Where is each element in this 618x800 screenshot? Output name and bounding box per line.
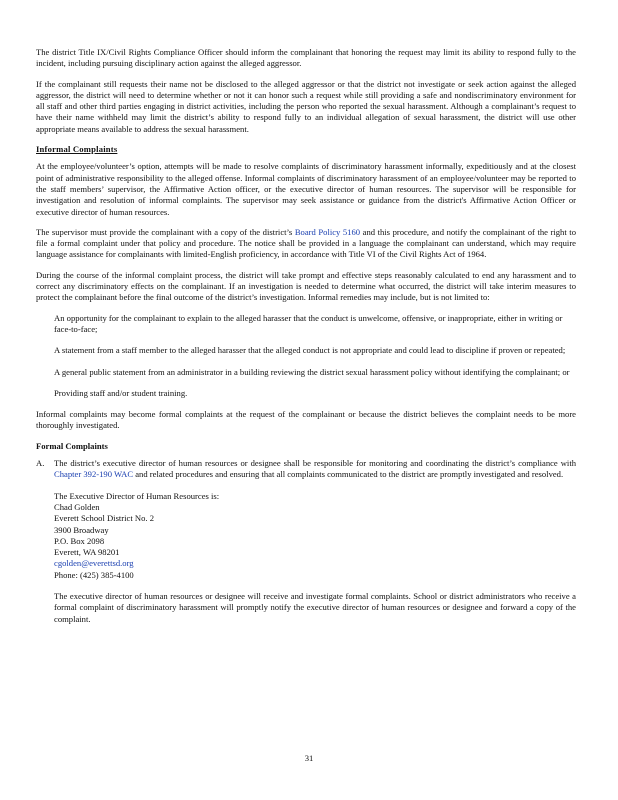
board-policy-link[interactable]: Board Policy 5160	[294, 226, 361, 237]
contact-po-box: P.O. Box 2098	[54, 535, 105, 546]
address-intro: The Executive Director of Human Resources is:	[54, 490, 220, 501]
contact-phone: Phone: (425) 385-4100	[54, 569, 134, 580]
contact-address-block	[54, 491, 576, 581]
page-content	[36, 47, 576, 634]
list-item-text: A general public statement from an administrator in a building reviewing the district sexual harassment policy without identifying the complainant; or	[54, 366, 570, 377]
contact-email-link[interactable]: cgolden@everettsd.org	[54, 558, 134, 569]
paragraph-name-withheld: If the complainant still requests their name not be disclosed to the alleged aggressor or that the district not investigate or seek action against the alleged aggressor, the district will need to determine whether or not it can honor such a request while still providing a safe and nondiscriminatory environment for all staff and other third parties engaging in district activities, including the person who reported the sexual harassment. Although a complainant’s request to have their name withheld may limit the district’s ability to respond fully to an individual allegation of sexual harassment, the district will use other appropriate means available to address the sexual harassment.	[36, 78, 576, 134]
section-marker: A.	[36, 458, 45, 469]
page-number: 31	[304, 753, 314, 763]
paragraph-informal-to-formal: Informal complaints may become formal complaints at the request of the complainant or because the district believes the complaint needs to be more thoroughly investigated.	[36, 409, 576, 431]
list-item-text: Providing staff and/or student training.	[54, 387, 188, 398]
list-item-text: An opportunity for the complainant to explain to the alleged harasser that the conduct is unwelcome, offensive, or inappropriate, either in writing or face-to-face;	[54, 312, 563, 334]
paragraph-supervisor-copy	[36, 227, 576, 261]
text-segment: The supervisor must provide the complainant with a copy of the district’s	[36, 226, 295, 237]
contact-city: Everett, WA 98201	[54, 547, 120, 558]
text-segment: and this procedure, and notify the complainant of the right to file a formal complaint under that policy and procedure. The notice shall be provided in a language the complainant can understand, which may require language assistance for complainants with limited-English proficiency, in accordance with Title VI of the Civil Rights Act of 1964.	[36, 226, 576, 260]
contact-name: Chad Golden	[54, 501, 100, 512]
contact-organization: Everett School District No. 2	[54, 513, 155, 524]
paragraph-honoring-request: The district Title IX/Civil Rights Compliance Officer should inform the complainant that honoring the request may limit its ability to respond fully to the incident, including pursuing disciplinary action against the alleged aggressor.	[36, 47, 576, 69]
paragraph-formal-receive: The executive director of human resources or designee will receive and investigate formal complaints. School or district administrators who receive a formal complaint of discriminatory harassment will promptly notify the executive director of human resources or designee and forward a copy of the complaint.	[54, 590, 576, 624]
contact-street: 3900 Broadway	[54, 524, 109, 535]
list-item	[36, 367, 576, 378]
paragraph-informal-process: During the course of the informal complaint process, the district will take prompt and effective steps reasonably calculated to end any harassment and to correct any discriminatory effects on the complainant. If an investigation is needed to determine what occurred, the district will take interim measures to protect the complainant before the final outcome of the district’s investigation. Informal remedies may include, but is not limited to:	[36, 269, 576, 303]
list-item-text: A statement from a staff member to the alleged harasser that the alleged conduct is not appropriate and could lead to discipline if proven or repeated;	[54, 345, 566, 356]
paragraph-compliance	[54, 458, 576, 481]
text-segment: The district’s executive director of human resources or designee shall be responsible for monitoring and coordinating the district’s compliance with	[54, 458, 576, 469]
wac-chapter-link[interactable]: Chapter 392-190 WAC	[54, 469, 134, 480]
heading-informal-complaints: Informal Complaints	[36, 144, 118, 155]
heading-formal-complaints: Formal Complaints	[36, 440, 108, 451]
text-segment: and related procedures and ensuring that all complaints communicated to the district are promptly investigated and resolved.	[133, 469, 564, 480]
list-item	[36, 313, 576, 336]
list-item	[36, 388, 576, 399]
formal-section-a	[36, 458, 576, 625]
list-item	[36, 345, 576, 356]
informal-remedies-list	[36, 313, 576, 399]
paragraph-informal-option: At the employee/volunteer’s option, attempts will be made to resolve complaints of discriminatory harassment informally, expeditiously and at the closest point of administrative responsibility to the alleged offense. Informal complaints of discriminatory harassment of an employee/volunteer may be reported to the staff members’ supervisor, the Affirmative Action officer, or the executive director of human resources. The supervisor will be responsible for investigation and resolution of informal complaints. The supervisor may seek assistance or guidance from the district's Affirmative Action Officer or executive director of human resources.	[36, 161, 576, 217]
